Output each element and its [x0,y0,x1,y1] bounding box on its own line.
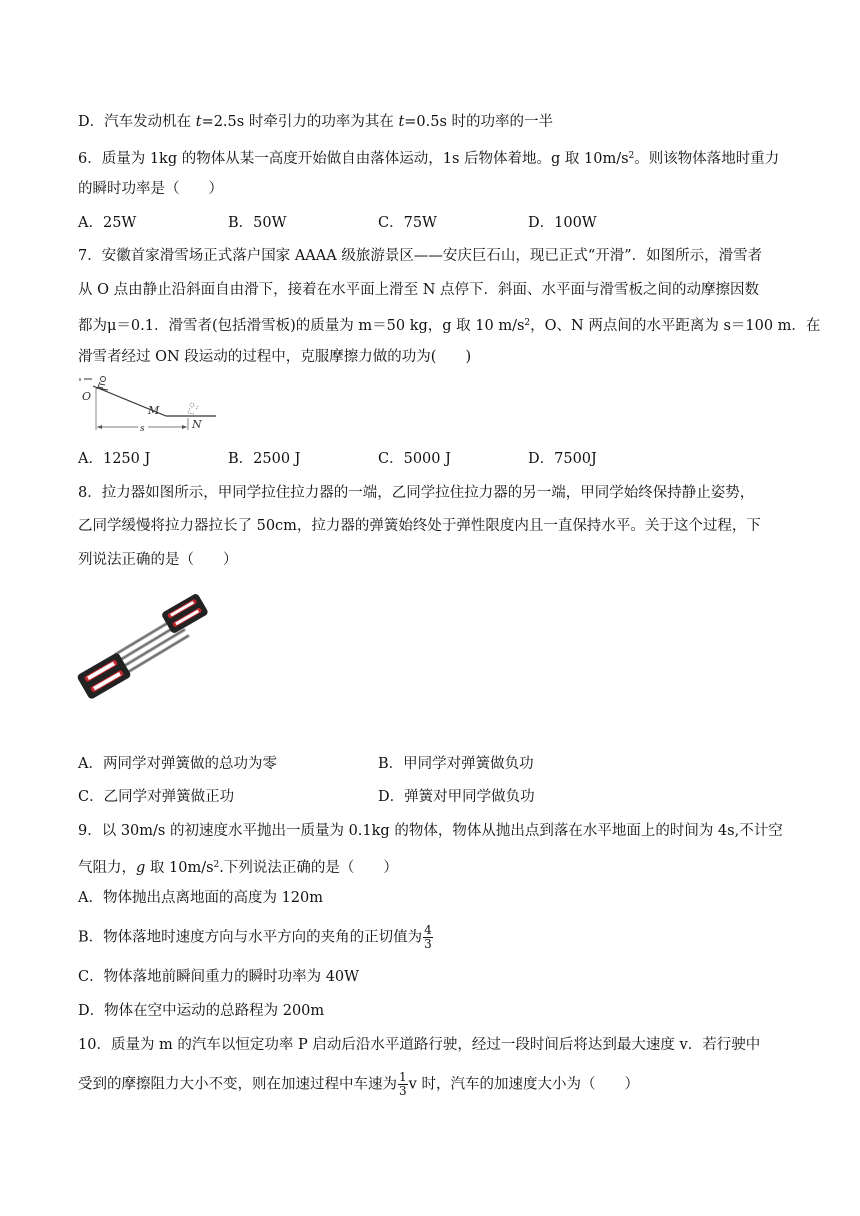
chest-expander-figure [76,590,212,702]
q6-option-c: C．75W [378,215,437,231]
q10-stem-line1: 10．质量为 m 的汽车以恒定功率 P 启动后沿水平道路行驶，经过一段时间后将达到最大速度 v．若行驶中 [78,1037,761,1053]
q8-option-a: A．两同学对弹簧做的总功为零 [78,756,277,772]
q8-option-d: D．弹簧对甲同学做负功 [378,789,535,805]
q8-stem-line1: 8．拉力器如图所示，甲同学拉住拉力器的一端，乙同学拉住拉力器的另一端，甲同学始终保持静止姿势， [78,485,755,501]
q8-stem-line3: 列说法正确的是（ ） [78,552,238,568]
q9-option-c: C．物体落地前瞬间重力的瞬时功率为 40W [78,969,360,985]
q6-option-b: B．50W [228,215,287,231]
q7-stem-line4: 滑雪者经过 ON 段运动的过程中，克服摩擦力做的功为( ) [78,349,472,365]
q9-stem-line2: 气阻力，g 取 $10m/s^2$.下列说法正确的是（ ） [78,860,398,876]
q5-option-d: D．汽车发动机在 t=2.5s 时牵引力的功率为其在 t=0.5s 时的功率的一半 [78,114,554,130]
fraction-4-3: $\frac{4}{3}$ [424,923,432,951]
q9-stem-line1: 9．以 30m/s 的初速度水平抛出一质量为 0.1kg 的物体，物体从抛出点到落在水平地面上的时间为 4s,不计空 [78,823,783,839]
q6-stem-line1: 6．质量为 1kg 的物体从某一高度开始做自由落体运动，1s 后物体着地。g 取 $10m/s^2$。则该物体落地时重力 [78,151,780,167]
q10-stem-line2: 受到的摩擦阻力大小不变，则在加速过程中车速为 $\frac{1}{3}$ v 时，汽车的加速度大小为（ ） [78,1070,639,1098]
fraction-1-3: $\frac{1}{3}$ [399,1070,407,1098]
q8-stem-line2: 乙同学缓慢将拉力器拉长了 50cm，拉力器的弹簧始终处于弹性限度内且一直保持水平。关于这个过程，下 [78,518,761,534]
q9-option-b: B．物体落地时速度方向与水平方向的夹角的正切值为 $\frac{4}{3}$ [78,923,432,951]
q8-option-b: B．甲同学对弹簧做负功 [378,756,534,772]
label-o: O [82,390,92,403]
q7-stem-line2: 从 O 点由静止沿斜面自由滑下，接着在水平面上滑至 N 点停下．斜面、水平面与滑雪板之间的动摩擦因数 [78,282,760,298]
q6-option-a: A．25W [78,215,137,231]
q7-option-b: B．2500 J [228,451,301,467]
q6-stem-line2: 的瞬时功率是（ ） [78,181,223,197]
q7-option-c: C．5000 J [378,451,451,467]
q7-stem-line3: 都为μ＝0.1．滑雪者(包括滑雪板)的质量为 m＝50 kg，g 取 10 $m/s^2$，O、N 两点间的水平距离为 s＝100 m．在 [78,318,821,334]
ski-slope-figure [78,376,220,436]
label-n: N [192,418,202,431]
q7-stem-line1: 7．安徽首家滑雪场正式落户国家 AAAA 级旅游景区——安庆巨石山，现已正式“开滑”．如图所示，滑雪者 [78,248,763,264]
handle-top [161,593,209,635]
q6-option-d: D．100W [528,215,597,231]
q9-option-d: D．物体在空中运动的总路程为 200m [78,1003,325,1019]
q9-option-a: A．物体抛出点离地面的高度为 120m [78,890,324,906]
skier-icon [101,377,106,382]
q7-option-a: A．1250 J [78,451,151,467]
label-s: s [140,424,145,434]
q7-option-d: D．7500J [528,451,597,467]
label-m: M [148,404,160,417]
q8-option-c: C．乙同学对弹簧做正功 [78,789,235,805]
